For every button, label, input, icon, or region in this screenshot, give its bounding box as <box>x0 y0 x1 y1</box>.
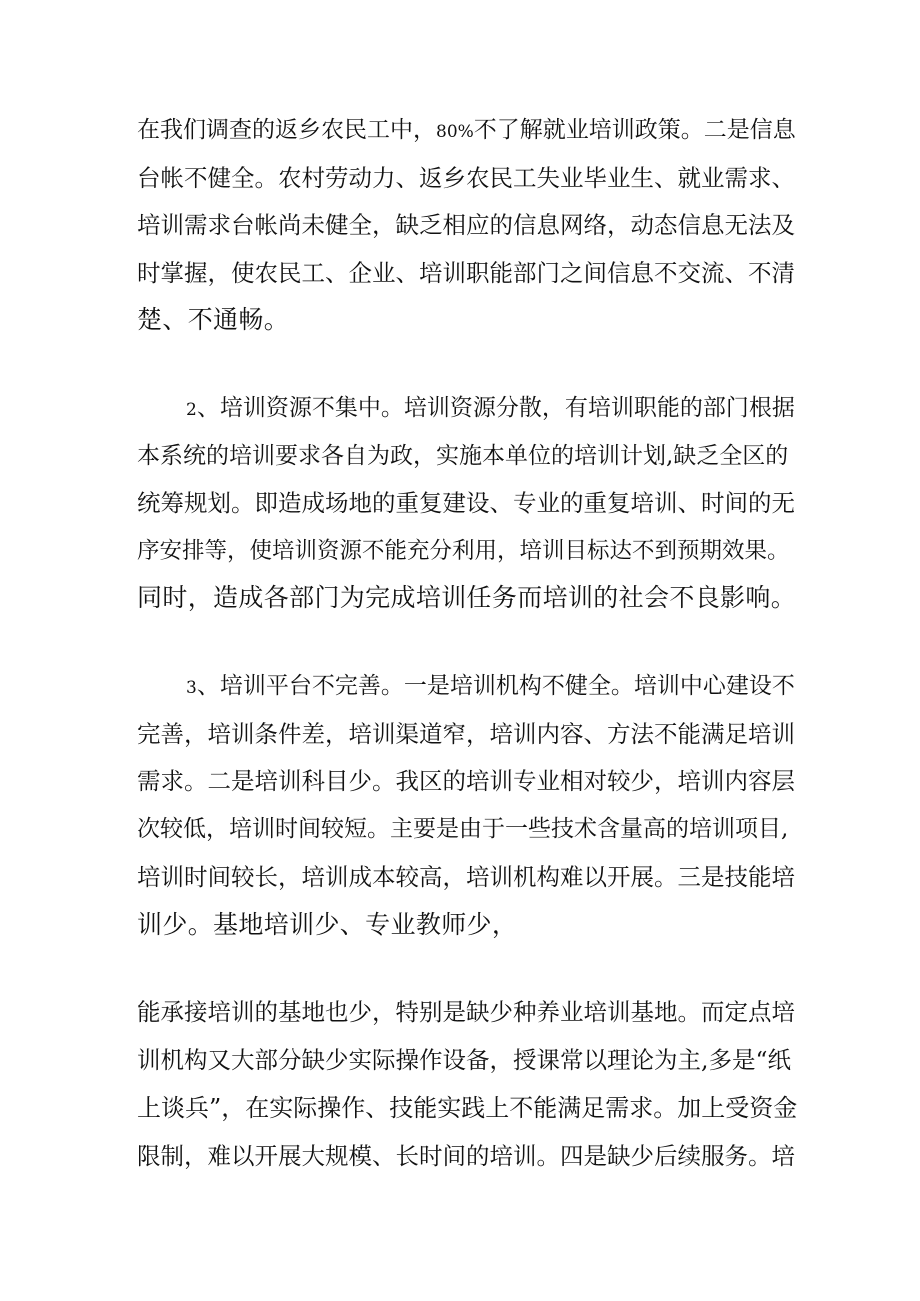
text-line: 本系统的培训要求各自为政，实施本单位的培训计划,缺乏全区的 <box>137 443 789 469</box>
text-line: 在我们调查的返乡农民工中，80%不了解就业培训政策。二是信息 <box>137 117 796 143</box>
text-line: 训机构又大部分缺少实际操作设备，授课常以理论为主,多是“纸 <box>137 1046 791 1074</box>
text-line: 时掌握，使农民工、企业、培训职能部门之间信息不交流、不清 <box>137 259 795 287</box>
number-text: 3 <box>186 678 197 698</box>
text-line: 能承接培训的基地也少，特别是缺少种养业培训基地。而定点培 <box>137 998 795 1026</box>
text-line: 训少。基地培训少、专业教师少， <box>137 910 518 939</box>
text-line: 培训时间较长，培训成本较高，培训机构难以开展。三是技能培 <box>137 863 795 891</box>
text-line: 台帐不健全。农村劳动力、返乡农民工失业毕业生、就业需求、 <box>137 164 795 192</box>
text-line: 2、培训资源不集中。培训资源分散，有培训职能的部门根据 <box>186 395 795 421</box>
text-line: 序安排等，使培训资源不能充分利用，培训目标达不到预期效果。 <box>137 538 790 564</box>
text-line: 同时，造成各部门为完成培训任务而培训的社会不良影响。 <box>137 583 797 612</box>
text-line: 3、培训平台不完善。一是培训机构不健全。培训中心建设不 <box>186 673 795 699</box>
number-text: 80% <box>436 122 474 142</box>
text-line: 完善，培训条件差，培训渠道窄，培训内容、方法不能满足培训 <box>137 720 795 748</box>
text-line: 培训需求台帐尚未健全，缺乏相应的信息网络，动态信息无法及 <box>137 211 795 239</box>
text-line: 需求。二是培训科目少。我区的培训专业相对较少，培训内容层 <box>137 767 795 795</box>
text-line: 限制，难以开展大规模、长时间的培训。四是缺少后续服务。培 <box>137 1142 795 1170</box>
number-text: 2 <box>186 400 197 420</box>
text-line: 次较低，培训时间较短。主要是由于一些技术含量高的培训项目, <box>137 816 789 842</box>
text-line: 楚、不通畅。 <box>137 305 290 334</box>
text-line: 上谈兵”，在实际操作、技能实践上不能满足需求。加上受资金 <box>137 1094 798 1122</box>
text-line: 统筹规划。即造成场地的重复建设、专业的重复培训、时间的无 <box>137 489 795 517</box>
